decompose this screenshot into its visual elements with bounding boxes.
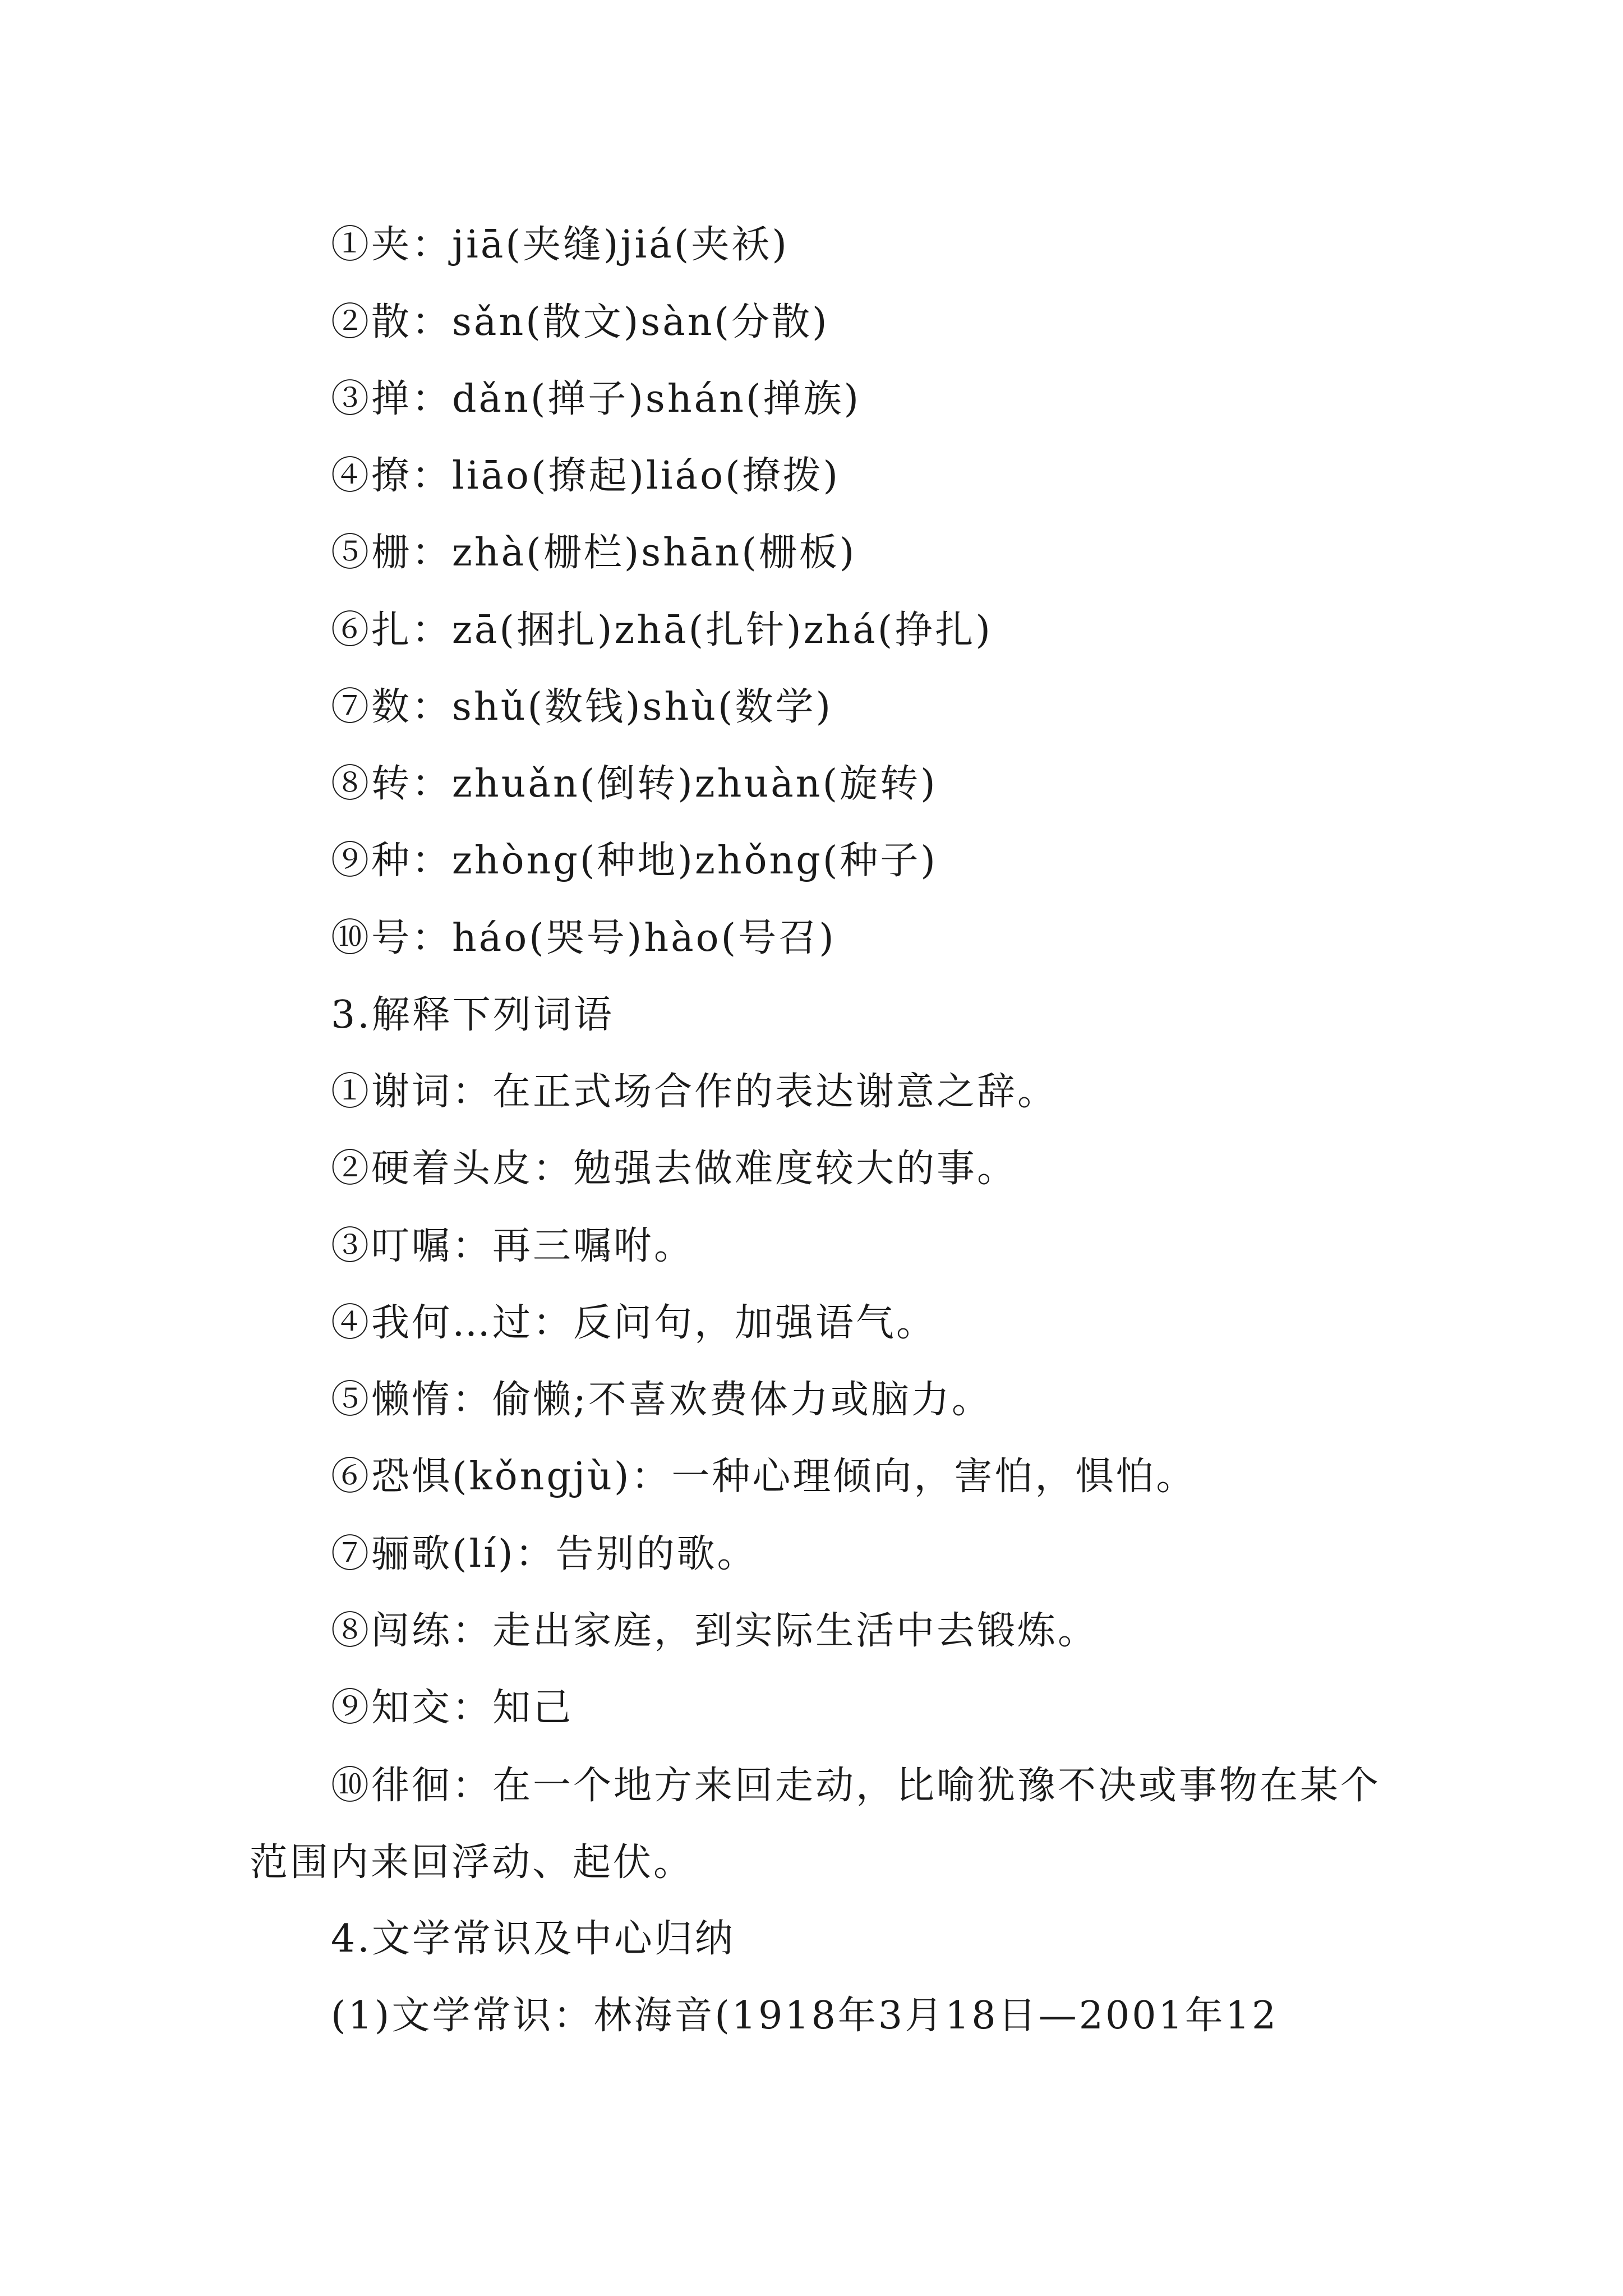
text-line: ⑨知交：知己: [331, 1686, 574, 1730]
text-line: ⑦数：shǔ(数钱)shù(数学): [331, 685, 833, 729]
section-heading: 3.解释下列词语: [331, 993, 614, 1037]
text-paragraph: ⑩徘徊：在一个地方来回走动，比喻犹豫不决或事物在某个范围内来回浮动、起伏。: [250, 1764, 1381, 1885]
text-line: (1)文学常识：林海音(1918年3月18日—2001年12: [331, 1994, 1279, 2038]
text-line: ⑦骊歌(lí)：告别的歌。: [331, 1532, 758, 1576]
text-line: ②散：sǎn(散文)sàn(分散): [331, 300, 829, 344]
text-line: ③叮嘱：再三嘱咐。: [331, 1224, 695, 1268]
section-heading: 4.文学常识及中心归纳: [331, 1917, 735, 1961]
text-line: ②硬着头皮：勉强去做难度较大的事。: [331, 1147, 1018, 1191]
text-line: ③掸：dǎn(掸子)shán(掸族): [331, 377, 861, 421]
text-line: ⑤懒惰：偷懒;不喜欢费体力或脑力。: [331, 1378, 992, 1422]
text-line: ⑧转：zhuǎn(倒转)zhuàn(旋转): [331, 762, 938, 806]
text-line: ⑤栅：zhà(栅栏)shān(栅板): [331, 531, 857, 575]
text-line: ⑥扎：zā(捆扎)zhā(扎针)zhá(挣扎): [331, 608, 993, 652]
text-line: ⑨种：zhòng(种地)zhǒng(种子): [331, 839, 938, 883]
text-line: ④撩：liāo(撩起)liáo(撩拨): [331, 454, 841, 498]
text-line: ⑩号：háo(哭号)hào(号召): [331, 916, 836, 960]
text-line: ④我何…过：反问句，加强语气。: [331, 1301, 937, 1345]
text-line: ⑧闯练：走出家庭，到实际生活中去锻炼。: [331, 1609, 1099, 1653]
text-line: ①谢词：在正式场合作的表达谢意之辞。: [331, 1070, 1058, 1114]
text-line: ①夹：jiā(夹缝)jiá(夹袄): [331, 223, 789, 267]
text-line: ⑥恐惧(kǒngjù)：一种心理倾向，害怕，惧怕。: [331, 1455, 1197, 1499]
